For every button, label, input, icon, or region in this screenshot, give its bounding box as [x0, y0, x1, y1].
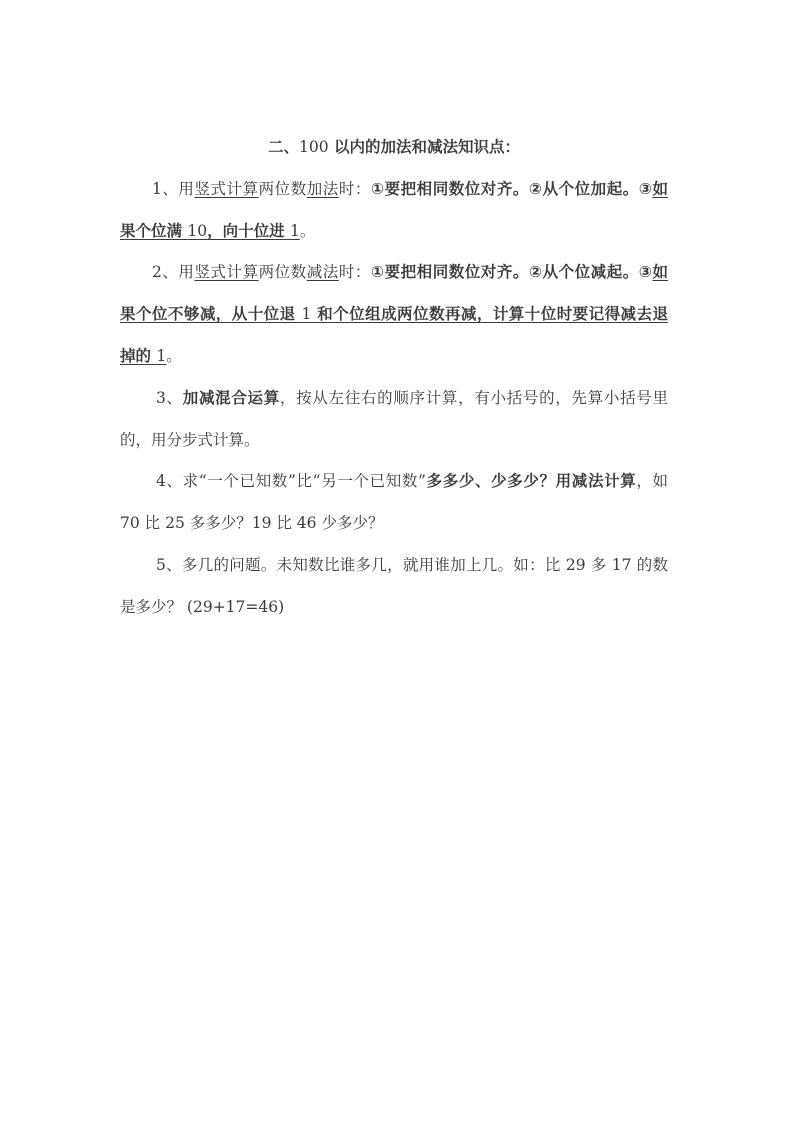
- bold-text: 如: [652, 179, 668, 198]
- text-run: 5、多几的问题。未知数比谁多几，就用谁加上几。如：比 29 多 17 的数: [156, 555, 668, 574]
- text-run: 4、求“一个已知数”比“另一个已知数”: [156, 472, 426, 491]
- underlined-text: 10: [187, 221, 208, 240]
- bold-text: ①要把相同数位对齐。②从个位减起。③: [370, 263, 653, 282]
- bold-text: 和个位组成两位数再减，计算十位时要记得减去退: [311, 305, 668, 324]
- text-line: [120, 512, 668, 554]
- text-run: 2、用: [152, 263, 195, 282]
- text-run: 时：: [338, 179, 371, 198]
- text-line: [120, 387, 668, 429]
- text-run: 两位数: [258, 263, 307, 282]
- text-run: 70 比 25 多多少？19 比 46 少多少？: [120, 514, 384, 533]
- bold-text: 果个位不够减，从十位退: [120, 305, 302, 324]
- text-line: [120, 596, 668, 638]
- text-run: 100: [299, 138, 329, 156]
- bold-text: ①要把相同数位对齐。②从个位加起。③: [370, 179, 653, 198]
- bold-text: 以内的加法和减法知识点：: [328, 138, 520, 156]
- text-run: ，按从左往右的顺序计算，有小括号的，先算小括号里: [279, 388, 668, 407]
- underlined-text: 1: [301, 305, 312, 324]
- bold-text: 果个位满: [120, 221, 188, 240]
- text-run: 是多少？ (29+17=46): [120, 597, 285, 616]
- text-line: [120, 178, 668, 220]
- document-heading: [120, 136, 668, 178]
- underlined-text: 1: [290, 221, 300, 240]
- text-line: [120, 220, 668, 262]
- underlined-text: 竖式计算: [194, 179, 259, 198]
- text-run: 3、: [156, 388, 183, 407]
- bold-text: 掉的: [120, 346, 157, 365]
- underlined-text: 竖式计算: [194, 263, 259, 282]
- underlined-text: 1: [156, 346, 167, 365]
- text-run: 时：: [338, 263, 371, 282]
- text-line: [120, 429, 668, 471]
- text-line: [120, 554, 668, 596]
- bold-text: 多多少、少多少？用减法计算: [425, 472, 637, 491]
- text-line: [120, 345, 668, 387]
- text-run: 。: [299, 221, 316, 240]
- text-run: ，如: [636, 472, 668, 491]
- bold-text: 二、: [267, 138, 299, 156]
- text-run: 。: [166, 346, 182, 365]
- bold-text: 如: [652, 263, 668, 282]
- text-line: [120, 261, 668, 303]
- underlined-text: 减法: [306, 263, 339, 282]
- document-body: [120, 136, 668, 638]
- text-line: [120, 470, 668, 512]
- bold-text: ，向十位进: [207, 221, 291, 240]
- text-run: 的，用分步式计算。: [120, 430, 260, 449]
- bold-text: 加减混合运算: [182, 388, 280, 407]
- underlined-text: 加法: [306, 179, 339, 198]
- text-run: 两位数: [258, 179, 307, 198]
- text-line: [120, 303, 668, 345]
- text-run: 1、用: [152, 179, 195, 198]
